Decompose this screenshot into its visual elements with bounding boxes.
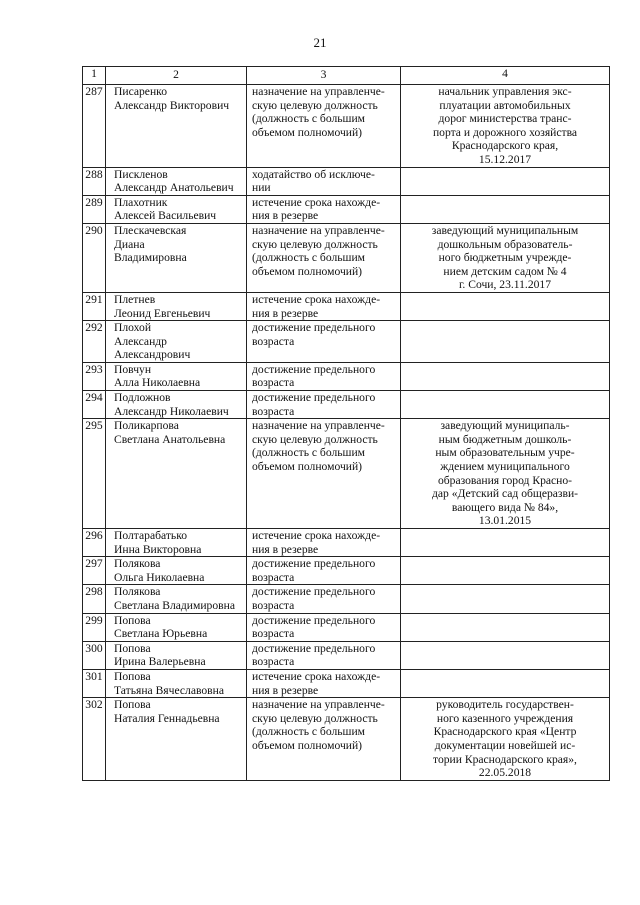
person-name-cell	[106, 195, 247, 223]
row-number-cell	[83, 698, 106, 781]
exclusion-reason-cell	[247, 529, 401, 557]
person-name: Плескачевская Диана Владимировна	[114, 223, 187, 265]
row-number: 298	[85, 585, 103, 599]
person-name-cell	[106, 641, 247, 669]
row-number-cell	[83, 613, 106, 641]
table-row	[83, 321, 610, 363]
row-number-cell	[83, 669, 106, 697]
row-number: 289	[85, 195, 103, 209]
column-header-4: 4	[401, 67, 610, 85]
row-number: 300	[85, 641, 103, 655]
exclusion-reason: достижение предельного возраста	[252, 613, 376, 641]
row-number-cell	[83, 223, 106, 292]
row-number: 293	[85, 362, 103, 376]
row-number-cell	[83, 167, 106, 195]
appointment-note: заведующий муниципальным дошкольным образователь- ного бюджетным учрежде- нием детским садом № 4 г. Сочи, 23.11.2017	[431, 223, 579, 292]
appointment-note: заведующий муниципаль- ным бюджетным дошколь- ным образовательным учре- ждением муниципального образования город Красно- дар «Детский сад общеразви- вающего вида № 84», 13.01.2015	[431, 419, 579, 528]
row-number: 290	[85, 223, 103, 237]
column-header-1: 1	[83, 67, 106, 85]
appointment-note-cell	[401, 669, 610, 697]
exclusion-reason: достижение предельного возраста	[252, 641, 376, 669]
appointment-note-cell	[401, 321, 610, 363]
appointment-note-cell	[401, 698, 610, 781]
exclusion-reason-cell	[247, 613, 401, 641]
person-name: Попова Ирина Валерьевна	[114, 641, 206, 669]
row-number: 296	[85, 529, 103, 542]
reserve-list-table	[82, 66, 610, 781]
person-name-cell	[106, 698, 247, 781]
table-row	[83, 292, 610, 320]
exclusion-reason: истечение срока нахожде- ния в резерве	[252, 529, 381, 556]
row-number: 291	[85, 292, 103, 306]
appointment-note-cell	[401, 223, 610, 292]
person-name-cell	[106, 223, 247, 292]
exclusion-reason: назначение на управленче- скую целевую должность (должность с большим объемом полномочий)	[252, 419, 385, 474]
exclusion-reason-cell	[247, 557, 401, 585]
person-name-cell	[106, 613, 247, 641]
person-name: Полякова Ольга Николаевна	[114, 557, 205, 584]
appointment-note-cell	[401, 557, 610, 585]
exclusion-reason-cell	[247, 321, 401, 363]
exclusion-reason: достижение предельного возраста	[252, 362, 376, 390]
appointment-note-cell	[401, 391, 610, 419]
exclusion-reason-cell	[247, 167, 401, 195]
exclusion-reason-cell	[247, 223, 401, 292]
exclusion-reason-cell	[247, 195, 401, 223]
person-name-cell	[106, 85, 247, 168]
appointment-note: начальник управления экс- плуатации автомобильных дорог министерства транс- порта и дорожного хозяйства Краснодарского края, 15.12.2017	[432, 85, 578, 166]
person-name-cell	[106, 557, 247, 585]
exclusion-reason-cell	[247, 85, 401, 168]
row-number: 292	[85, 321, 103, 335]
appointment-note-cell	[401, 167, 610, 195]
row-number-cell	[83, 391, 106, 419]
row-number: 297	[85, 557, 103, 571]
table-row	[83, 529, 610, 557]
exclusion-reason: истечение срока нахожде- ния в резерве	[252, 195, 381, 223]
appointment-note: руководитель государствен- ного казенного учреждения Краснодарского края «Центр документации новейшей ис- тории Краснодарского края», 22.05.2018	[433, 698, 577, 780]
column-header-3: 3	[247, 67, 401, 85]
row-number-cell	[83, 529, 106, 557]
person-name-cell	[106, 419, 247, 529]
person-name: Писаренко Александр Викторович	[114, 85, 230, 112]
exclusion-reason: достижение предельного возраста	[252, 585, 376, 612]
table-row	[83, 195, 610, 223]
exclusion-reason-cell	[247, 698, 401, 781]
column-header-2: 2	[106, 67, 247, 85]
exclusion-reason-cell	[247, 585, 401, 613]
row-number: 295	[85, 419, 103, 433]
person-name-cell	[106, 292, 247, 320]
row-number-cell	[83, 641, 106, 669]
person-name-cell	[106, 321, 247, 363]
exclusion-reason-cell	[247, 362, 401, 390]
exclusion-reason: ходатайство об исключе- нии	[252, 167, 375, 195]
person-name-cell	[106, 669, 247, 697]
person-name: Попова Светлана Юрьевна	[114, 613, 208, 641]
row-number: 299	[85, 613, 103, 627]
exclusion-reason: истечение срока нахожде- ния в резерве	[252, 669, 381, 697]
person-name: Плахотник Алексей Васильевич	[114, 195, 217, 223]
table-row	[83, 669, 610, 697]
row-number-cell	[83, 362, 106, 390]
table-row	[83, 419, 610, 529]
row-number-cell	[83, 292, 106, 320]
person-name-cell	[106, 167, 247, 195]
row-number: 288	[85, 167, 103, 181]
person-name: Подложнов Александр Николаевич	[114, 391, 229, 418]
person-name: Полтарабатько Инна Викторовна	[114, 529, 202, 556]
row-number: 302	[85, 698, 103, 712]
exclusion-reason: достижение предельного возраста	[252, 391, 376, 418]
page-number: 21	[313, 35, 327, 50]
appointment-note-cell	[401, 195, 610, 223]
row-number-cell	[83, 85, 106, 168]
table-row	[83, 223, 610, 292]
appointment-note-cell	[401, 85, 610, 168]
appointment-note-cell	[401, 585, 610, 613]
row-number-cell	[83, 585, 106, 613]
table-row	[83, 167, 610, 195]
person-name: Попова Татьяна Вячеславовна	[114, 669, 224, 697]
row-number-cell	[83, 557, 106, 585]
person-name: Повчун Алла Николаевна	[114, 362, 201, 390]
person-name: Поликарпова Светлана Анатольевна	[114, 419, 226, 446]
appointment-note-cell	[401, 362, 610, 390]
person-name: Полякова Светлана Владимировна	[114, 585, 235, 612]
appointment-note-cell	[401, 641, 610, 669]
table-row	[83, 698, 610, 781]
exclusion-reason: назначение на управленче- скую целевую должность (должность с большим объемом полномочий)	[252, 698, 385, 752]
exclusion-reason-cell	[247, 419, 401, 529]
exclusion-reason: назначение на управленче- скую целевую должность (должность с большим объемом полномочий)	[252, 85, 385, 139]
table-row	[83, 362, 610, 390]
exclusion-reason-cell	[247, 669, 401, 697]
exclusion-reason-cell	[247, 292, 401, 320]
person-name: Плохой Александр Александрович	[114, 321, 191, 362]
person-name-cell	[106, 391, 247, 419]
appointment-note-cell	[401, 613, 610, 641]
table-row	[83, 613, 610, 641]
appointment-note-cell	[401, 419, 610, 529]
table-row	[83, 585, 610, 613]
person-name-cell	[106, 362, 247, 390]
row-number-cell	[83, 195, 106, 223]
exclusion-reason: достижение предельного возраста	[252, 557, 376, 584]
exclusion-reason-cell	[247, 641, 401, 669]
table-row	[83, 641, 610, 669]
row-number: 287	[85, 85, 103, 98]
row-number-cell	[83, 419, 106, 529]
person-name-cell	[106, 585, 247, 613]
row-number: 301	[85, 669, 103, 683]
appointment-note-cell	[401, 292, 610, 320]
table-row	[83, 557, 610, 585]
exclusion-reason: назначение на управленче- скую целевую должность (должность с большим объемом полномочий)	[252, 223, 385, 278]
exclusion-reason-cell	[247, 391, 401, 419]
exclusion-reason: истечение срока нахожде- ния в резерве	[252, 292, 381, 320]
row-number: 294	[85, 391, 103, 405]
appointment-note-cell	[401, 529, 610, 557]
table-body	[83, 85, 610, 781]
table-header-row	[83, 67, 610, 85]
person-name: Пискленов Александр Анатольевич	[114, 167, 234, 195]
person-name: Попова Наталия Геннадьевна	[114, 698, 220, 725]
exclusion-reason: достижение предельного возраста	[252, 321, 376, 348]
person-name: Плетнев Леонид Евгеньевич	[114, 292, 211, 320]
person-name-cell	[106, 529, 247, 557]
table-row	[83, 391, 610, 419]
row-number-cell	[83, 321, 106, 363]
table-row	[83, 85, 610, 168]
